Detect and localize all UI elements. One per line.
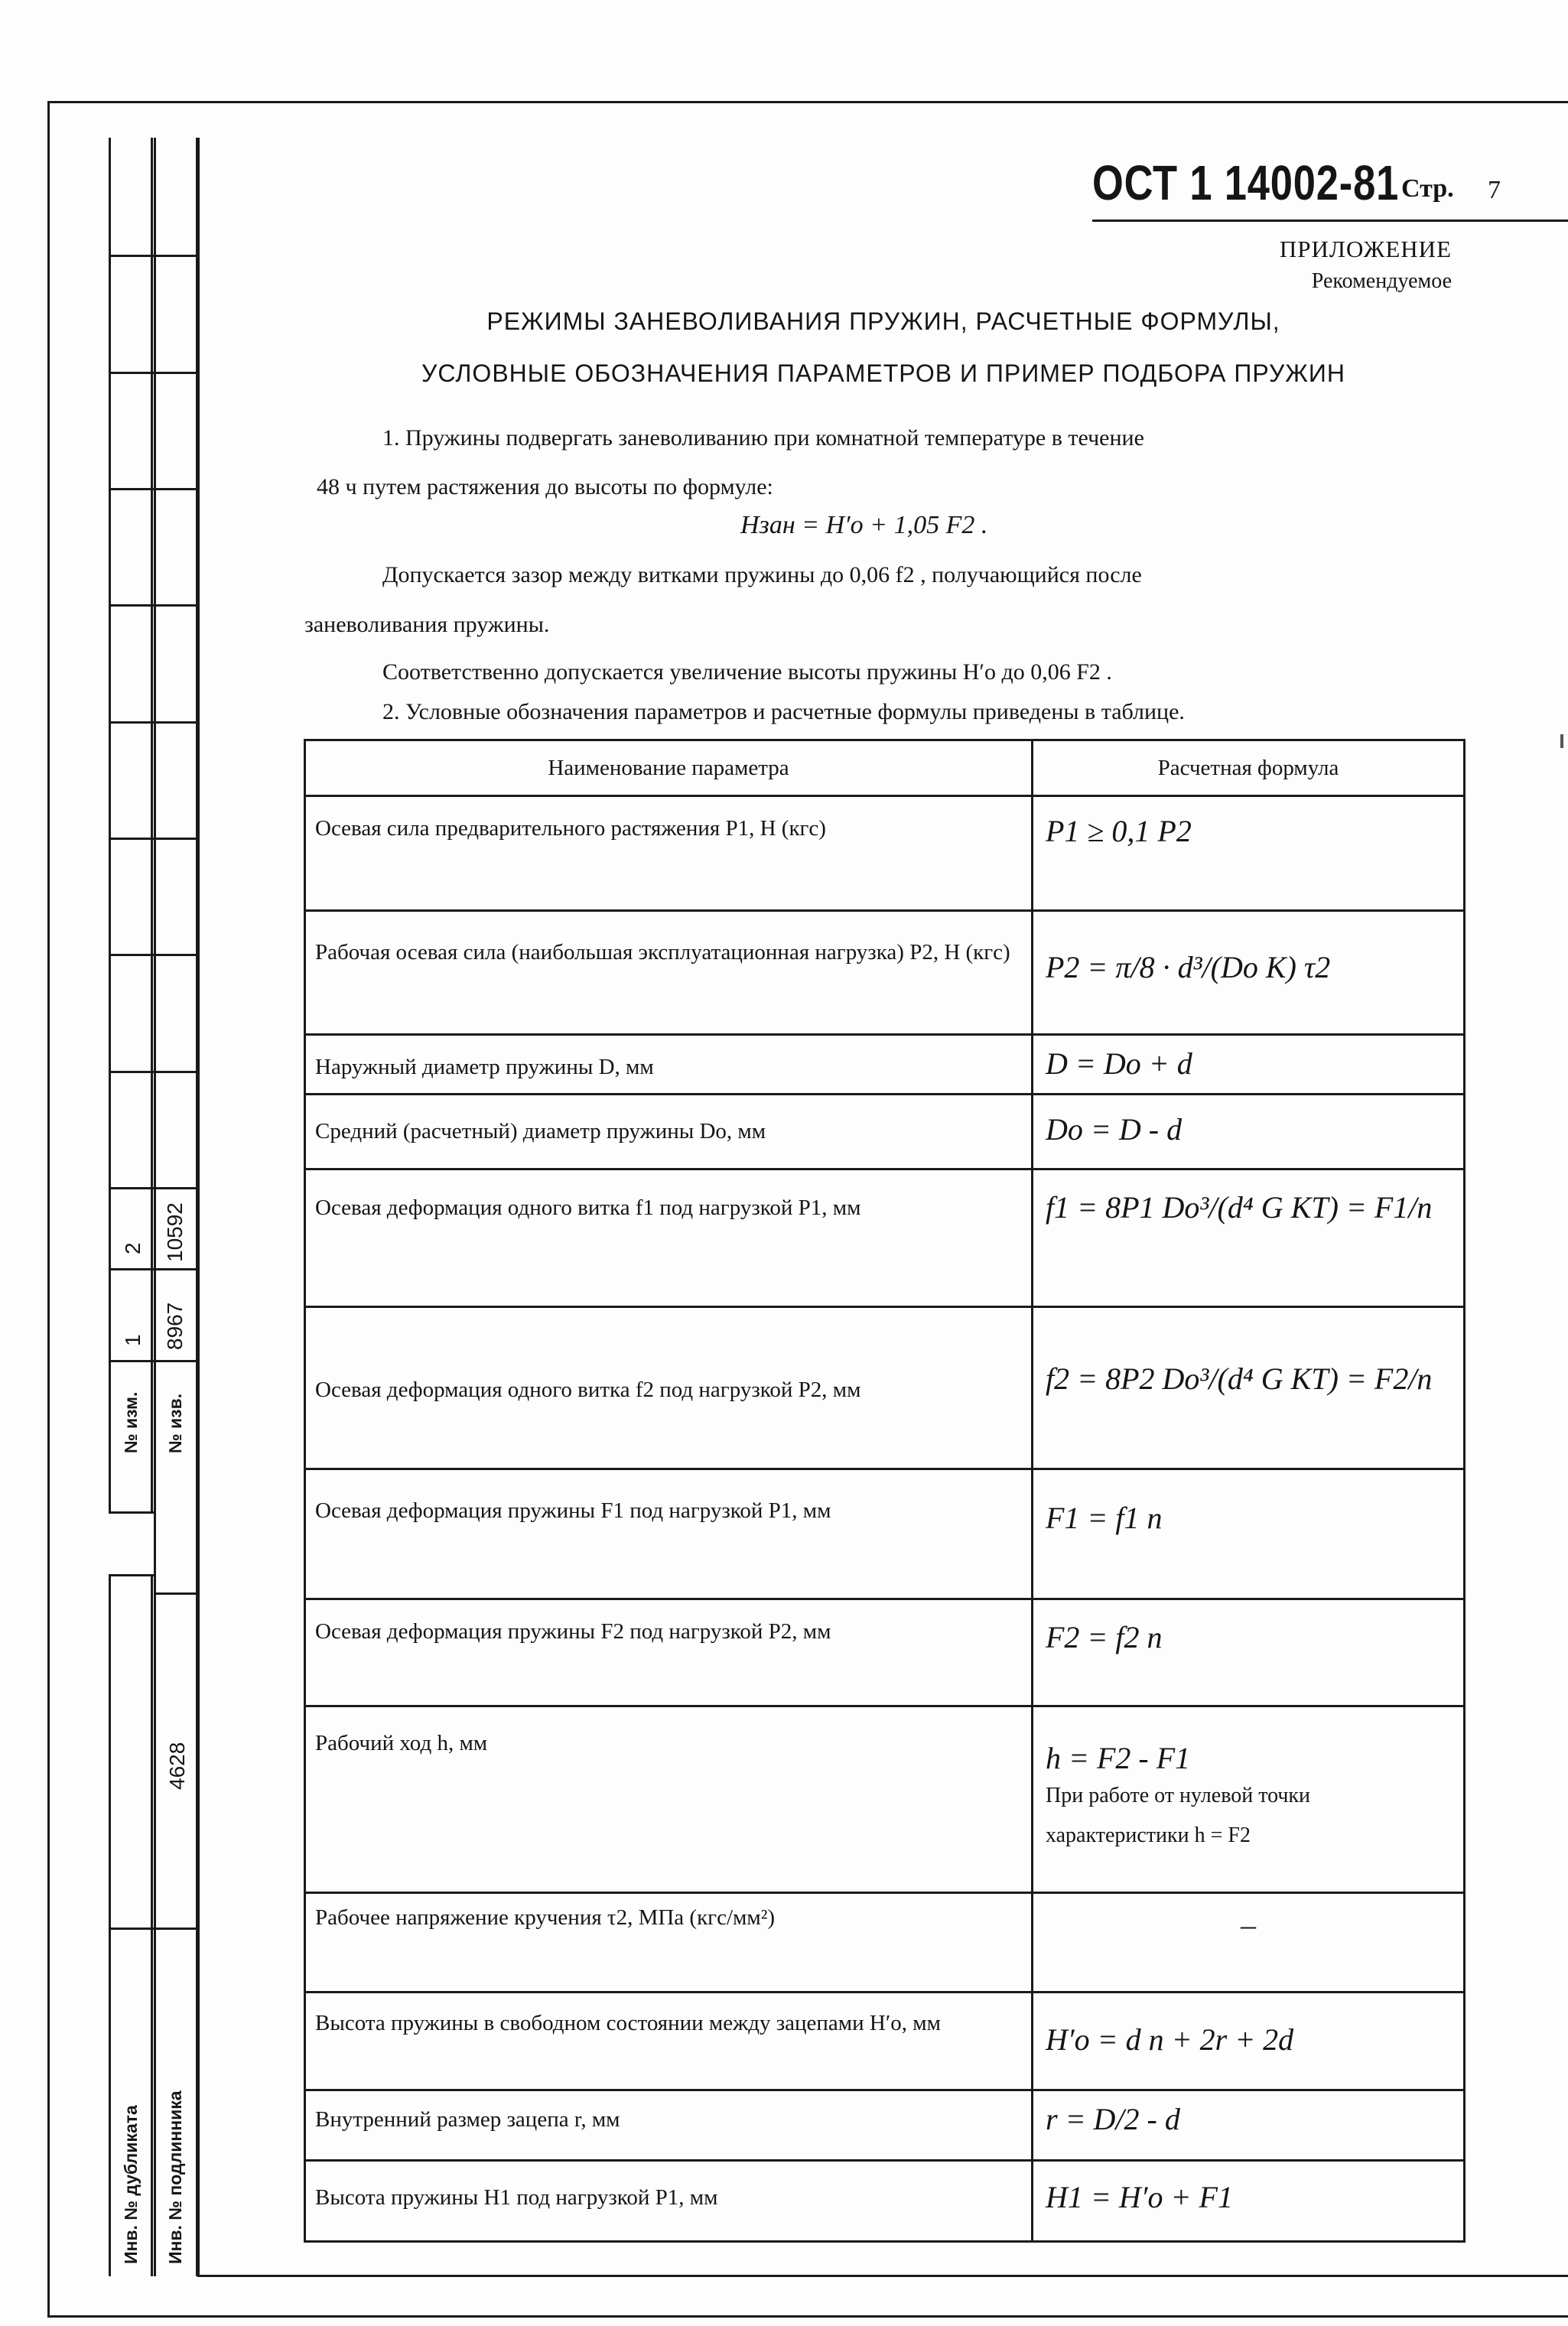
page-label: Стр. <box>1401 174 1454 203</box>
param-name: Высота пружины H1 под нагрузкой P1, мм <box>305 2161 1033 2242</box>
margin-change-2: 2 <box>121 1242 145 1254</box>
table-row <box>305 1706 1465 1893</box>
inner-frame-bottom <box>197 2275 1568 2277</box>
param-name: Рабочее напряжение кручения τ2, МПа (кгс/мм²) <box>305 1893 1033 1993</box>
table-row <box>305 1095 1465 1170</box>
margin-strip-changes <box>109 138 153 1513</box>
param-name: Внутренний размер зацепа r, мм <box>305 2090 1033 2161</box>
title-line-1: РЕЖИМЫ ЗАНЕВОЛИВАНИЯ ПРУЖИН, РАСЧЕТНЫЕ ФОРМУЛЫ, <box>486 307 1280 335</box>
table-row <box>305 796 1465 911</box>
header-param: Наименование параметра <box>305 740 1033 796</box>
param-formula-main: h = F2 - F1 <box>1046 1741 1191 1775</box>
param-formula: P2 = π/8 · d³/(Do K) τ2 <box>1033 911 1465 1035</box>
param-name: Осевая деформация одного витка f1 под нагрузкой P1, мм <box>305 1170 1033 1307</box>
parameters-table <box>304 739 1466 2243</box>
param-name: Рабочий ход h, мм <box>305 1706 1033 1893</box>
table-row <box>305 1170 1465 1307</box>
document-code: ОСТ 1 14002-81 <box>1092 155 1400 210</box>
margin-original-value: 4628 <box>165 1742 189 1790</box>
margin-duplicate-label: Инв. № дубликата <box>121 2105 141 2264</box>
para-1-line-1: 1. Пружины подвергать заневоливанию при комнатной температуре в течение <box>382 425 1144 451</box>
table-row <box>305 1893 1465 1993</box>
param-name: Осевая сила предварительного растяжения P1, Н (кгс) <box>305 796 1033 911</box>
para-3: Соответственно допускается увеличение высоты пружины H′o до 0,06 F2 . <box>382 659 1112 685</box>
table-row <box>305 911 1465 1035</box>
param-name: Средний (расчетный) диаметр пружины Do, мм <box>305 1095 1033 1170</box>
formula-preset-height: Hзан = H′o + 1,05 F2 . <box>740 511 988 539</box>
param-formula: f1 = 8P1 Do³/(d⁴ G KT) = F1/n <box>1033 1170 1465 1307</box>
margin-change-label: № изм. <box>121 1391 141 1453</box>
page-number: 7 <box>1488 176 1501 204</box>
margin-notice-label: № изв. <box>165 1393 185 1453</box>
param-name: Рабочая осевая сила (наибольшая эксплуатационная нагрузка) P2, Н (кгс) <box>305 911 1033 1035</box>
margin-strip-notices <box>154 138 198 1594</box>
table-header-row <box>305 740 1465 796</box>
table-row <box>305 1993 1465 2090</box>
param-name: Осевая деформация пружины F1 под нагрузкой P1, мм <box>305 1469 1033 1599</box>
table-row <box>305 2161 1465 2242</box>
table-row <box>305 2090 1465 2161</box>
margin-notice-2: 10592 <box>163 1202 187 1262</box>
param-formula: D = Do + d <box>1033 1035 1465 1095</box>
param-name: Наружный диаметр пружины D, мм <box>305 1035 1033 1095</box>
param-formula: H′o = d n + 2r + 2d <box>1033 1993 1465 2090</box>
param-formula-note: При работе от нулевой точки характеристики h = F2 <box>1046 1784 1311 1847</box>
header-formula: Расчетная формула <box>1033 740 1465 796</box>
param-formula: P1 ≥ 0,1 P2 <box>1033 796 1465 911</box>
param-name: Осевая деформация одного витка f2 под нагрузкой P2, мм <box>305 1307 1033 1469</box>
title-line-2: УСЛОВНЫЕ ОБОЗНАЧЕНИЯ ПАРАМЕТРОВ И ПРИМЕР ПОДБОРА ПРУЖИН <box>421 359 1345 387</box>
para-2-line-2: заневоливания пружины. <box>304 612 550 637</box>
param-formula: F1 = f1 n <box>1033 1469 1465 1599</box>
param-formula <box>1033 1706 1465 1893</box>
header-rule <box>1092 220 1568 222</box>
para-4: 2. Условные обозначения параметров и расчетные формулы приведены в таблице. <box>382 699 1185 724</box>
param-formula: f2 = 8P2 Do³/(d⁴ G KT) = F2/n <box>1033 1307 1465 1469</box>
table-row <box>305 1307 1465 1469</box>
param-name: Высота пружины в свободном состоянии между зацепами H′o, мм <box>305 1993 1033 2090</box>
appendix-heading: ПРИЛОЖЕНИЕ <box>1279 236 1452 262</box>
margin-original-label: Инв. № подлинника <box>165 2090 185 2264</box>
param-formula: H1 = H′o + F1 <box>1033 2161 1465 2242</box>
param-formula: – <box>1033 1893 1465 1993</box>
margin-change-1: 1 <box>121 1334 145 1346</box>
appendix-type: Рекомендуемое <box>1311 269 1452 293</box>
param-formula: Do = D - d <box>1033 1095 1465 1170</box>
margin-notice-1: 8967 <box>163 1302 187 1350</box>
table-row <box>305 1035 1465 1095</box>
param-formula: F2 = f2 n <box>1033 1599 1465 1706</box>
para-1-line-2: 48 ч путем растяжения до высоты по формуле: <box>317 474 773 499</box>
table-row <box>305 1599 1465 1706</box>
param-formula: r = D/2 - d <box>1033 2090 1465 2161</box>
scan-mark <box>1560 734 1563 748</box>
param-name: Осевая деформация пружины F2 под нагрузкой P2, мм <box>305 1599 1033 1706</box>
para-2-line-1: Допускается зазор между витками пружины до 0,06 f2 , получающийся после <box>382 562 1142 587</box>
table-row <box>305 1469 1465 1599</box>
